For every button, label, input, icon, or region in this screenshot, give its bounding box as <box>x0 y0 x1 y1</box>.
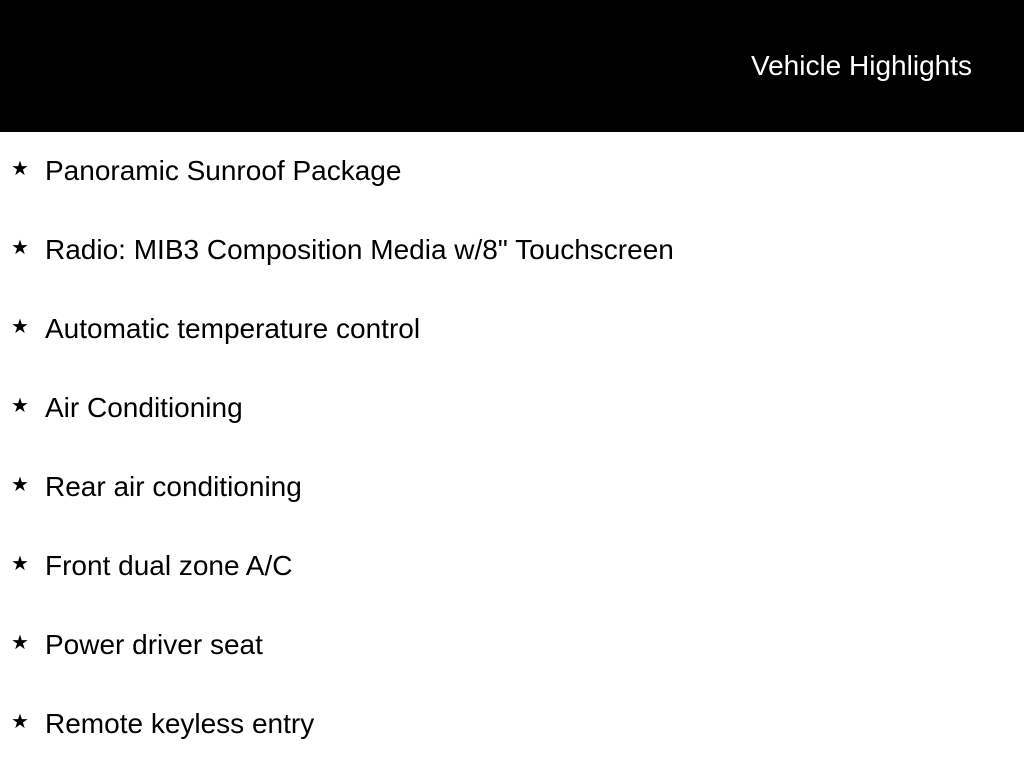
list-item <box>0 132 1024 211</box>
star-icon: ★ <box>11 472 29 496</box>
star-icon: ★ <box>11 630 29 654</box>
list-item <box>0 685 1024 764</box>
star-icon: ★ <box>11 393 29 417</box>
highlights-list <box>0 132 1024 764</box>
highlight-label: Rear air conditioning <box>45 471 302 502</box>
list-item <box>0 211 1024 290</box>
highlight-label: Radio: MIB3 Composition Media w/8" Touchscreen <box>45 234 674 265</box>
highlight-label: Air Conditioning <box>45 392 243 423</box>
page-title: Vehicle Highlights <box>750 50 972 81</box>
highlight-label: Panoramic Sunroof Package <box>45 155 402 186</box>
star-icon: ★ <box>11 235 29 259</box>
list-item <box>0 448 1024 527</box>
highlight-label: Front dual zone A/C <box>45 550 293 581</box>
star-icon: ★ <box>11 551 29 575</box>
highlight-label: Remote keyless entry <box>45 708 315 739</box>
list-item <box>0 369 1024 448</box>
list-item <box>0 606 1024 685</box>
star-icon: ★ <box>11 156 29 180</box>
star-icon: ★ <box>11 314 29 338</box>
star-icon: ★ <box>11 709 29 733</box>
highlight-label: Automatic temperature control <box>45 313 421 344</box>
list-item <box>0 527 1024 606</box>
list-item <box>0 290 1024 369</box>
highlight-label: Power driver seat <box>45 629 263 660</box>
header-bar <box>0 0 1024 132</box>
